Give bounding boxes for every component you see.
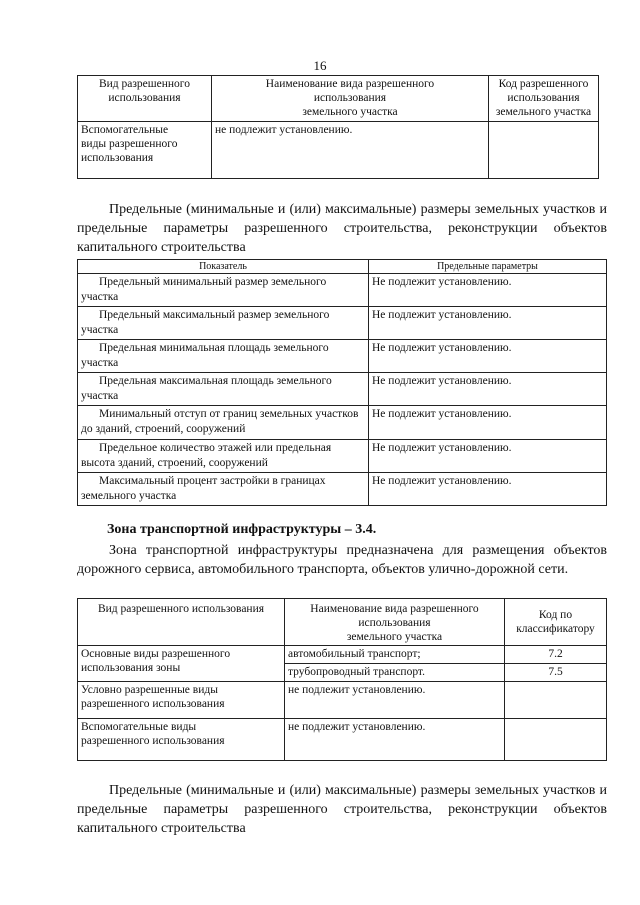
table-cell: [489, 122, 599, 179]
table-header-cell: Показатель: [78, 260, 369, 274]
table-row-value: Не подлежит установлению.: [369, 406, 607, 440]
table-cell-auxiliary-uses: Вспомогательные виды разрешенного использования: [78, 719, 285, 761]
table-transport-zone-uses: [77, 598, 607, 761]
paragraph-limits-2: Предельные (минимальные и (или) максимальные) размеры земельных участков и предельные параметры разрешенного строительства, реконструкции объектов капитального строительства: [77, 783, 607, 836]
table-header-cell: Наименование вида разрешенного использования земельного участка: [212, 76, 489, 122]
table-cell-code: [505, 719, 607, 761]
table-row-indicator: Предельный минимальный размер земельного участка: [78, 274, 369, 307]
table-header-cell: Код по классификатору: [505, 599, 607, 646]
table-row-value: Не подлежит установлению.: [369, 307, 607, 340]
table-header-cell: Наименование вида разрешенного использования земельного участка: [285, 599, 505, 646]
table-cell-code: [505, 682, 607, 719]
table-cell-use-name: не подлежит установлению.: [285, 719, 505, 761]
table-row-value: Не подлежит установлению.: [369, 440, 607, 473]
table-header-cell: Вид разрешенного использования: [78, 76, 212, 122]
table-row-indicator: Предельная максимальная площадь земельного участка: [78, 373, 369, 406]
table-cell: Вспомогательные виды разрешенного использования: [78, 122, 212, 179]
table-cell-conditional-uses: Условно разрешенные виды разрешенного использования: [78, 682, 285, 719]
table-cell-code: 7.5: [505, 664, 607, 682]
table-permitted-uses-aux: [77, 75, 599, 179]
table-row-value: Не подлежит установлению.: [369, 473, 607, 506]
table-row-indicator: Минимальный отступ от границ земельных участков до зданий, строений, сооружений: [78, 406, 369, 440]
table-header-cell: Код разрешенного использования земельного участка: [489, 76, 599, 122]
table-cell-use-name: трубопроводный транспорт.: [285, 664, 505, 682]
table-cell: не подлежит установлению.: [212, 122, 489, 179]
table-cell-use-name: не подлежит установлению.: [285, 682, 505, 719]
table-row-indicator: Предельное количество этажей или предельная высота зданий, строений, сооружений: [78, 440, 369, 473]
table-limit-parameters: [77, 259, 607, 506]
table-row-value: Не подлежит установлению.: [369, 274, 607, 307]
table-header-cell: Вид разрешенного использования: [78, 599, 285, 646]
table-header-cell: Предельные параметры: [369, 260, 607, 274]
table-cell-main-uses: Основные виды разрешенного использования зоны: [78, 646, 285, 682]
table-row-value: Не подлежит установлению.: [369, 373, 607, 406]
table-cell-use-name: автомобильный транспорт;: [285, 646, 505, 664]
table-row-indicator: Предельный максимальный размер земельного участка: [78, 307, 369, 340]
zone-heading: Зона транспортной инфраструктуры – 3.4.: [107, 522, 377, 537]
table-cell-code: 7.2: [505, 646, 607, 664]
paragraph-limits: Предельные (минимальные и (или) максимальные) размеры земельных участков и предельные параметры разрешенного строительства, реконструкции объектов капитального строительства: [77, 202, 607, 255]
table-row-value: Не подлежит установлению.: [369, 340, 607, 373]
zone-description: Зона транспортной инфраструктуры предназначена для размещения объектов дорожного сервиса, автомобильного транспорта, объектов улично-дорожной сети.: [77, 543, 607, 577]
table-row-indicator: Максимальный процент застройки в границах земельного участка: [78, 473, 369, 506]
page-number: 16: [313, 58, 327, 73]
table-row-indicator: Предельная минимальная площадь земельного участка: [78, 340, 369, 373]
